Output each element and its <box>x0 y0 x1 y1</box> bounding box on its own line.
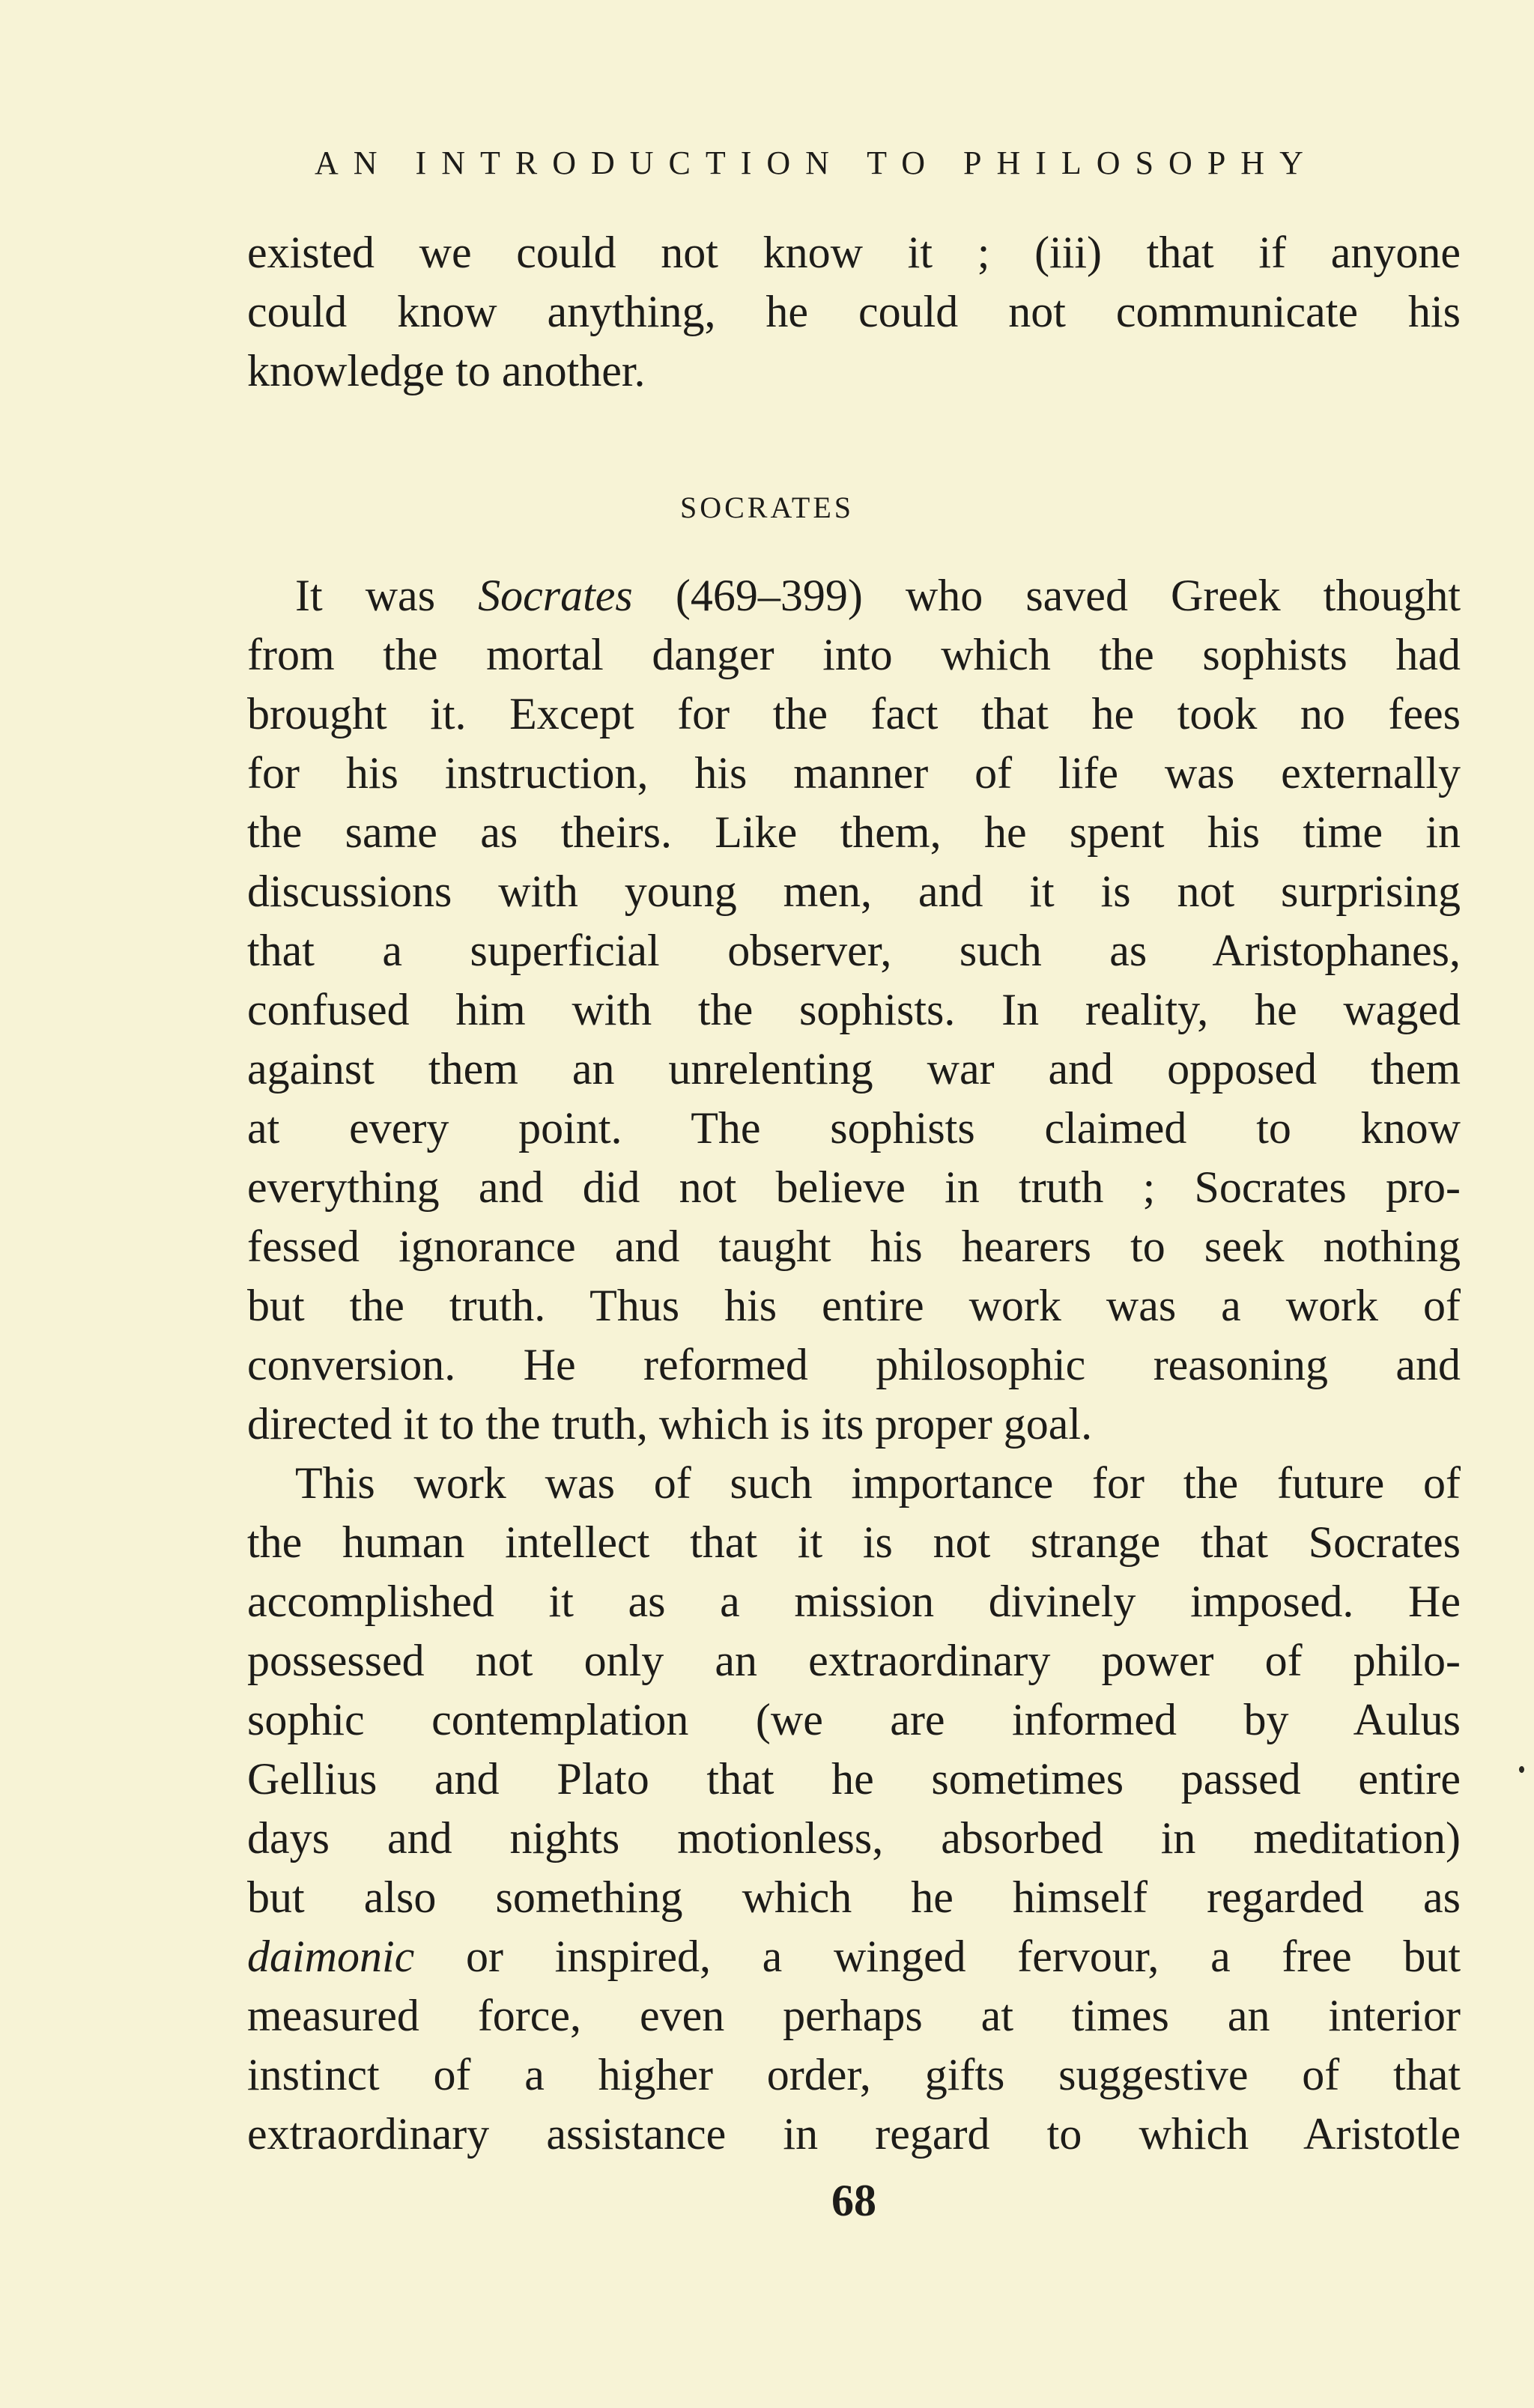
text-line <box>295 566 1461 625</box>
text-line: but also something which he himself regarded as <box>247 1872 1461 1922</box>
text-line: fessed ignorance and taught his hearers to seek nothing <box>247 1222 1461 1271</box>
text-line: instinct of a higher order, gifts suggestive of that <box>247 2050 1461 2099</box>
section-heading: SOCRATES <box>679 491 855 524</box>
text-span: or inspired, a winged fervour, a free but <box>466 1932 1461 1981</box>
text-line: the human intellect that it is not strange that Socrates <box>247 1517 1461 1567</box>
text-line: extraordinary assistance in regard to which Aristotle <box>247 2109 1461 2159</box>
text-line: existed we could not know it ; (iii) that if anyone <box>247 228 1461 277</box>
text-line: at every point. The sophists claimed to know <box>247 1103 1461 1153</box>
italic-name: Socrates <box>478 571 633 620</box>
text-line: measured force, even perhaps at times an interior <box>247 1991 1461 2040</box>
page-number: 68 <box>831 2176 876 2225</box>
text-line: discussions with young men, and it is not surprising <box>247 867 1461 916</box>
text-line: possessed not only an extraordinary power of philo- <box>247 1636 1461 1685</box>
text-line: but the truth. Thus his entire work was a work of <box>247 1281 1461 1330</box>
text-line <box>247 1927 1461 1986</box>
text-line: accomplished it as a mission divinely imposed. He <box>247 1577 1461 1626</box>
text-line: from the mortal danger into which the sophists had <box>247 630 1461 679</box>
running-head: AN INTRODUCTION TO PHILOSOPHY <box>315 145 1318 181</box>
margin-speck <box>1519 1766 1524 1773</box>
text-line: against them an unrelenting war and opposed them <box>247 1044 1461 1094</box>
text-line: for his instruction, his manner of life was externally <box>247 748 1461 798</box>
text-line: knowledge to another. <box>247 346 646 395</box>
text-line: the same as theirs. Like them, he spent his time in <box>247 807 1461 857</box>
text-line: everything and did not believe in truth ; Socrates pro- <box>247 1162 1461 1212</box>
text-line: This work was of such importance for the future of <box>295 1458 1461 1508</box>
text-line: that a superficial observer, such as Aristophanes, <box>247 926 1461 975</box>
text-span: (469–399) who saved Greek thought <box>675 571 1461 620</box>
italic-term: daimonic <box>247 1932 415 1981</box>
text-line: conversion. He reformed philosophic reasoning and <box>247 1340 1461 1389</box>
text-line: sophic contemplation (we are informed by Aulus <box>247 1695 1461 1744</box>
text-line: could know anything, he could not communicate his <box>247 287 1461 336</box>
text-span: It was <box>295 571 436 620</box>
text-line: Gellius and Plato that he sometimes passed entire <box>247 1754 1461 1804</box>
text-line: days and nights motionless, absorbed in meditation) <box>247 1813 1461 1863</box>
text-line: directed it to the truth, which is its proper goal. <box>247 1399 1093 1449</box>
text-line: brought it. Except for the fact that he took no fees <box>247 689 1461 739</box>
text-line: confused him with the sophists. In reality, he waged <box>247 985 1461 1034</box>
